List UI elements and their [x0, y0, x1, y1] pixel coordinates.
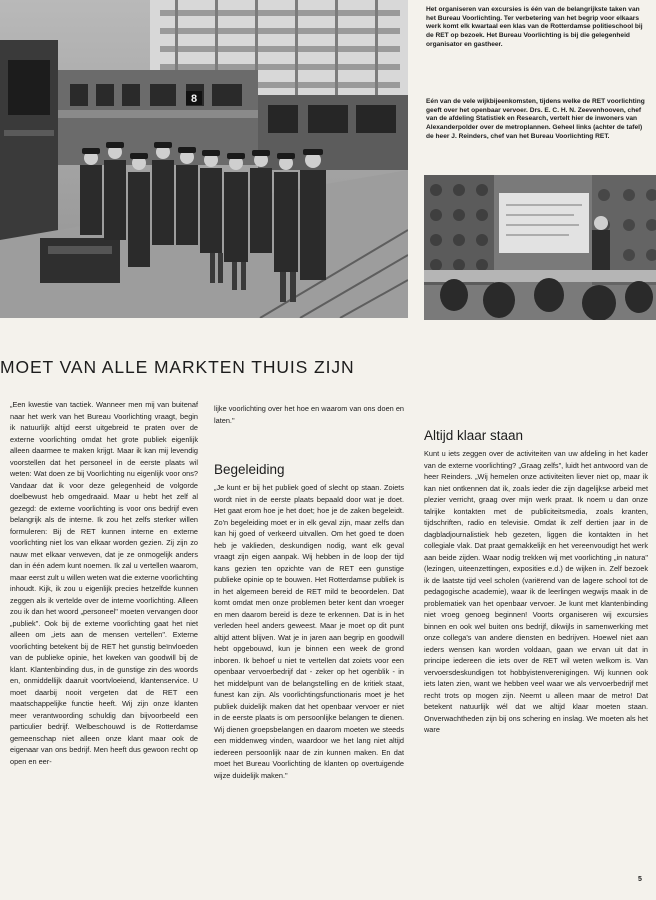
- subheading-altijd-klaar-staan: Altijd klaar staan: [424, 428, 524, 443]
- article-column-2-intro: lijke voorlichting over het hoe en waarom van ons doen en laten.": [214, 404, 404, 425]
- article-column-2: „Je kunt er bij het publiek goed of slecht op staan. Zoiets wordt niet in de eerste plaats bepaald door wat je doet. Het gaat erom hoe je het doet; hoe je de zaken begeleidt. Zo'n begeleiding moet er in elk geval zijn, maar zelfs dan kan hij goed of verkeerd uitvallen. Om het goed te doen heb je vaklieden, deskundigen nodig, want elk geval vraagt zijn eigen aanpak. Wij hebben in de loop der tijd kans gezien ten opzichte van de RET een gunstige publieke opinie op te bouwen. Het Rotterdamse publiek is in het algemeen bereid de RET mild te beoordelen. Dat komt omdat men onze problemen beter kent dan vroeger en men daarom bereid is deze te erkennen. Dat is in het verleden heel anders geweest. Maar je moet op dit punt altijd attent blijven. Wat je in jaren aan begrip en goodwill hebt opgebouwd, kun je binnen een week de grond inboren. Ik behoef u niet te vertellen dat zoiets voor een openbaar vervoerbedrijf dat - zeker op het ogenblik - in het middelpunt van de belangstelling en de kritiek staat, funest kan zijn. Als voorlichtingsfunctionaris moet je het publiek duidelijk maken dat het openbaar vervoer er niet in de eerste plaats is om persoonlijke belangen te dienen. Wij dienen groepsbelangen en daarom moeten we steeds een middenweg vinden, waardoor we het lang niet altijd iedereen persoonlijk naar de zin kunnen maken. En dat moet het Bureau Voorlichting de klanten op overtuigende wijze duidelijk maken.": [214, 483, 404, 780]
- headline: MOET VAN ALLE MARKTEN THUIS ZIJN: [0, 357, 355, 377]
- train-number: 8: [190, 93, 198, 105]
- page-number: 5: [638, 876, 642, 883]
- article-column-3: Kunt u iets zeggen over de activiteiten van uw afdeling in het kader van de externe voorlichting? „Graag zelfs", luidt het antwoord van de heer Reinders. „Wij hemelen onze activiteiten liever niet op, maar ik kan niet ontkennen dat ik, zoals ieder die zijn dagelijkse arbeid met plezier verricht, graag over mijn werk praat. Ik noem u dan onze talrijke kontakten met de publiciteitsmedia, zoals kranten, tijdschriften, radio en televisie. Omdat ik zelf dertien jaar in de dagbladjournalistiek heb gezeten, liggen die kontakten in het collegiale vlak. Dat praat gemakkelijk en het vereenvoudigt het werk aan beide zijden. Waar nodig trekken wij met voorlichting „in natura" (lezingen, uiteenzettingen, exposities e.d.) de wijken in. Zelf bezoek ik de laatste tijd veel scholen (variërend van de lagere school tot de pedagogische academie), waar ik de leerlingen wegwijs maak in de problematiek van het openbaar vervoer. Je kunt met klantenbinding niet vroeg genoeg beginnen! Voorts organiseren wij excursies binnen en ook wel buiten ons bedrijf, dikwijls in samenwerking met onze collega's van andere diensten en bedrijven. Hoewel niet aan ieders wensen kan worden voldaan, gaan we ervan uit dat in principe iedereen die iets over de RET wil weten welkom is. Van vervoersdeskundigen tot hobbyistenverenigingen. Wij kunnen ook iets laten zien, want we hebben veel waar we als vervoerbedrijf met recht trots op mogen zijn. Neemt u alleen maar de metro! Dat betekent natuurlijk wél dat we altijd klaar moeten staan. Onverwachtheden zijn bij ons schering en inslag. We moeten als het ware: [424, 449, 648, 734]
- caption-excursions: Het organiseren van excursies is één van de belangrijkste taken van het Bureau Voorlichting. Ter verbetering van het begrip voor elkaars werk komt elk kwartaal een klas van de Rotterdamse politieschool bij de RET op bezoek. Het Bureau Voorlichting is bij die gelegenheid organisator en gastheer.: [426, 6, 643, 48]
- subheading-begeleiding: Begeleiding: [214, 462, 285, 477]
- photo-neighbourhood-meeting: [424, 175, 656, 320]
- article-column-1: „Een kwestie van tactiek. Wanneer men mij van buitenaf naar het werk van het Bureau Voorlichting vraagt, begin ik natuurlijk altijd eerst uitgebreid te praten over de externe voorlichting omdat het grote publiek eigenlijk alleen daarmee te maken krijgt. Maar ik kan mij levendig voorstellen dat het personeel in de eerste plaats wil weten: Wat doen ze bij Voorlichting nu eigenlijk voor ons? Vandaar dat ik voor deze gelegenheid de volgorde doelbewust heb omgedraaid. Maar u hebt het zelf al gezegd: de externe voorlichting is voor ons bedrijf even belangrijk als de interne. Ik zou het zelfs sterker willen formuleren: Bij de RET kunnen interne en externe voorlichting niet los van elkaar worden gezien. Zij zijn zo nauw met elkaar verweven, dat je ze onmogelijk anders dan in één adem kunt noemen. Ik zal u vertellen waarom, maar eerst zult u willen weten wat die externe voorlichting inhoudt. Kijk, ik zou u eigenlijk precies hetzelfde kunnen zeggen als ik vertelde over de interne voorlichting. Alleen zou ik dan het woord „personeel" moeten vervangen door „publiek". Ook bij de externe voorlichting gaat het niet alleen om „iets aan de mensen vertellen". Externe voorlichting betekent bij de RET het gunstig beïnvloeden van de publieke opinie, het kweken van goodwill bij de klant. Klantenbinding dus, in de gunstige zin des woords en, onmiddellijk daaruit voortvloeiend, klantenservice. U moet daarbij nooit vergeten dat de RET een maatschappelijke functie heeft. Wij zijn onze klanten meer verantwoording schuldig dan bijvoorbeeld een particulier bedrijf. Welbeschouwd is de Rotterdamse gemeenschap niet alleen onze klant maar ook de eigenaar van ons bedrijf. Men heeft dus gewoon recht op open en eer-: [10, 400, 198, 766]
- photo-police-cadets-at-trains: [0, 0, 408, 318]
- caption-neighbourhood-meeting: Eén van de vele wijkbijeenkomsten, tijdens welke de RET voorlichting geeft over het openbaar vervoer. Drs. E. C. H. N. Zeevenhooven, chef van de afdeling Statistiek en Research, vertelt hier de inwoners van Alexanderpolder over de metroplannen. Geheel links (achter de tafel) de heer J. Reinders, chef van het Bureau Voorlichting RET.: [426, 98, 645, 140]
